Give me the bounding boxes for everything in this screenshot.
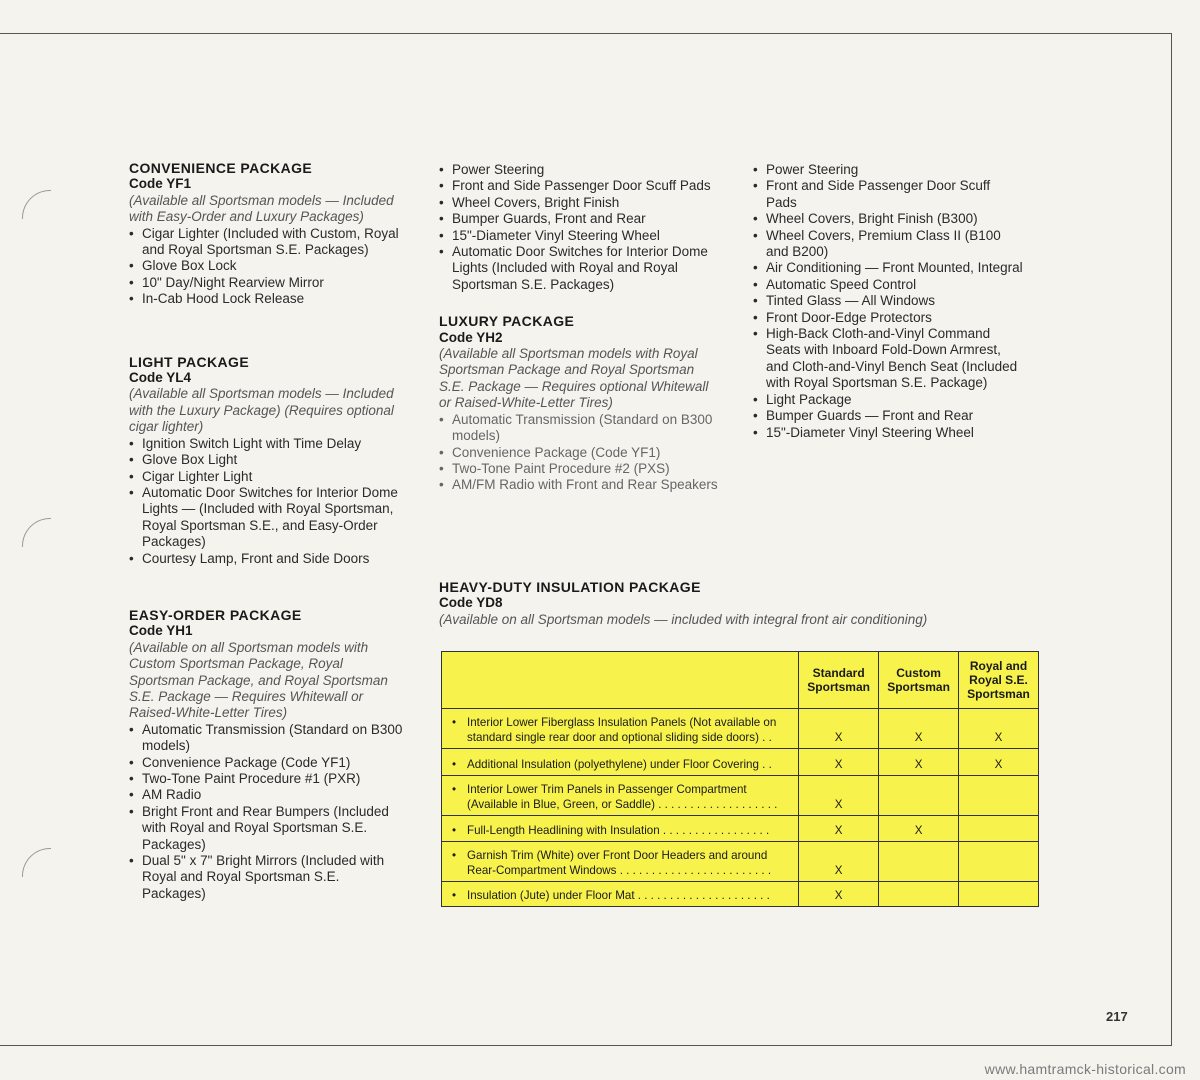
table-cell: X: [959, 709, 1039, 749]
package-code: Code YD8: [439, 595, 503, 611]
row-description: • Additional Insulation (polyethylene) under Floor Covering . .: [442, 749, 799, 776]
table-cell: X: [879, 709, 959, 749]
list-item: • Power Steering: [439, 162, 719, 178]
column-right: [753, 162, 1023, 441]
list-item: • AM Radio: [129, 787, 404, 803]
easy-order-package: [129, 607, 404, 902]
list-item: • Automatic Door Switches for Interior Dome Lights (Included with Royal and Royal Sportsman S.E. Packages): [439, 244, 719, 293]
list-item: • Front and Side Passenger Door Scuff Pads: [439, 178, 719, 194]
list-item: • Power Steering: [753, 162, 1023, 178]
availability-note: (Available on all Sportsman models — included with integral front air conditioning): [439, 611, 928, 627]
package-code: Code YH2: [439, 329, 503, 345]
table-cell: [959, 816, 1039, 842]
insulation-table: [441, 651, 1039, 907]
list-item: • Cigar Lighter (Included with Custom, Royal and Royal Sportsman S.E. Packages): [129, 226, 404, 259]
list-item: • Courtesy Lamp, Front and Side Doors: [129, 551, 404, 567]
list-item: • Bumper Guards — Front and Rear: [753, 408, 1023, 424]
section-title: HEAVY-DUTY INSULATION PACKAGE: [439, 579, 701, 595]
list-item: • Glove Box Lock: [129, 258, 404, 274]
table-cell: X: [799, 842, 879, 882]
column-middle: [439, 162, 719, 494]
list-item: • 15"-Diameter Vinyl Steering Wheel: [439, 228, 719, 244]
availability-note: (Available all Sportsman models with Royal Sportsman Package and Royal Sportsman S.E. Package — Requires optional Whitewall or Raised-White-Letter Tires): [439, 346, 709, 411]
table-row: [442, 749, 1039, 776]
table-row: [442, 882, 1039, 907]
feature-list: [439, 412, 719, 494]
page-border-bottom: [0, 1045, 1172, 1046]
table-cell: [879, 776, 959, 816]
table-cell: X: [799, 749, 879, 776]
list-item: • 15"-Diameter Vinyl Steering Wheel: [753, 425, 1023, 441]
table-cell: [879, 842, 959, 882]
list-item: • Automatic Transmission (Standard on B300 models): [129, 722, 404, 755]
page-border-top: [0, 33, 1172, 34]
luxury-package: [439, 313, 719, 493]
table-cell: X: [959, 749, 1039, 776]
list-item: • Light Package: [753, 392, 1023, 408]
table-row: [442, 842, 1039, 882]
list-item: • Dual 5" x 7" Bright Mirrors (Included with Royal and Royal Sportsman S.E. Packages): [129, 853, 404, 902]
list-item: • Wheel Covers, Premium Class II (B100 and B200): [753, 228, 1023, 261]
row-description: • Garnish Trim (White) over Front Door Headers and around Rear-Compartment Windows . . . . . . . . . . . . . . . . . . . . . . . .: [442, 842, 799, 882]
list-item: • Two-Tone Paint Procedure #1 (PXR): [129, 771, 404, 787]
page-number: 217: [1106, 1009, 1128, 1024]
section-title: EASY-ORDER PACKAGE: [129, 606, 302, 623]
binder-hole: [22, 848, 51, 877]
watermark-url: www.hamtramck-historical.com: [984, 1061, 1186, 1077]
list-item: • Air Conditioning — Front Mounted, Integral: [753, 260, 1023, 276]
list-item: • Bright Front and Rear Bumpers (Included with Royal and Royal Sportsman S.E. Packages): [129, 804, 404, 853]
binder-hole: [22, 518, 51, 547]
package-code: Code YF1: [129, 176, 192, 192]
list-item: • Cigar Lighter Light: [129, 469, 404, 485]
feature-list: [129, 436, 404, 567]
table-cell: [959, 776, 1039, 816]
list-item: • High-Back Cloth-and-Vinyl Command Seats with Inboard Fold-Down Armrest, and Cloth-and-Vinyl Bench Seat (Included with Royal Sportsman S.E. Package): [753, 326, 1023, 392]
list-item: • Glove Box Light: [129, 452, 404, 468]
list-item: • Automatic Transmission (Standard on B300 models): [439, 412, 719, 445]
page-border-right: [1171, 33, 1172, 1045]
row-description: • Interior Lower Fiberglass Insulation Panels (Not available on standard single rear door and optional sliding side doors) . .: [442, 709, 799, 749]
package-code: Code YL4: [129, 370, 192, 386]
list-item: • Ignition Switch Light with Time Delay: [129, 436, 404, 452]
availability-note: (Available all Sportsman models — Included with Easy-Order and Luxury Packages): [129, 192, 394, 225]
binder-hole: [22, 190, 51, 219]
feature-list: [129, 722, 404, 902]
table-cell: X: [799, 882, 879, 907]
table-row: [442, 709, 1039, 749]
table-cell: [959, 882, 1039, 907]
row-description: • Insulation (Jute) under Floor Mat . . . . . . . . . . . . . . . . . . . . .: [442, 882, 799, 907]
table-cell: X: [879, 749, 959, 776]
table-header-blank: [442, 652, 799, 709]
availability-note: (Available on all Sportsman models with Custom Sportsman Package, Royal Sportsman Package, and Royal Sportsman S.E. Package — Requires Whitewall or Raised-White-Letter Tires): [129, 639, 388, 721]
luxury-continued-list: [753, 162, 1023, 441]
table-cell: X: [879, 816, 959, 842]
availability-note: (Available all Sportsman models — Included with the Luxury Package) (Requires optional cigar lighter): [129, 386, 394, 435]
list-item: • Bumper Guards, Front and Rear: [439, 211, 719, 227]
column-left: [129, 160, 404, 902]
heavy-duty-insulation-package: [439, 579, 1139, 628]
list-item: • Automatic Speed Control: [753, 277, 1023, 293]
list-item: • Front Door-Edge Protectors: [753, 310, 1023, 326]
easy-order-continued-list: [439, 162, 719, 293]
table-cell: X: [799, 816, 879, 842]
section-title: LUXURY PACKAGE: [439, 313, 575, 330]
light-package: [129, 354, 404, 567]
list-item: • Wheel Covers, Bright Finish (B300): [753, 211, 1023, 227]
column-header: Custom Sportsman: [879, 652, 959, 709]
table-row: [442, 816, 1039, 842]
feature-list: [129, 226, 404, 308]
column-header: Standard Sportsman: [799, 652, 879, 709]
table-header-row: [442, 652, 1039, 709]
table-cell: X: [799, 709, 879, 749]
section-title: CONVENIENCE PACKAGE: [129, 160, 313, 176]
package-code: Code YH1: [129, 623, 193, 639]
row-description: • Full-Length Headlining with Insulation . . . . . . . . . . . . . . . . .: [442, 816, 799, 842]
table-cell: [879, 882, 959, 907]
table-cell: [959, 842, 1039, 882]
convenience-package: [129, 160, 404, 308]
list-item: • In-Cab Hood Lock Release: [129, 291, 404, 307]
list-item: • Convenience Package (Code YF1): [439, 445, 719, 461]
list-item: • Front and Side Passenger Door Scuff Pads: [753, 178, 1023, 211]
list-item: • 10" Day/Night Rearview Mirror: [129, 275, 404, 291]
list-item: • Two-Tone Paint Procedure #2 (PXS): [439, 461, 719, 477]
list-item: • Convenience Package (Code YF1): [129, 755, 404, 771]
table-cell: X: [799, 776, 879, 816]
section-title: LIGHT PACKAGE: [129, 353, 250, 370]
list-item: • Wheel Covers, Bright Finish: [439, 195, 719, 211]
list-item: • Tinted Glass — All Windows: [753, 293, 1023, 309]
table-row: [442, 776, 1039, 816]
column-header: Royal and Royal S.E. Sportsman: [959, 652, 1039, 709]
list-item: • Automatic Door Switches for Interior Dome Lights — (Included with Royal Sportsman, Royal Sportsman S.E., and Easy-Order Packages): [129, 485, 404, 551]
row-description: • Interior Lower Trim Panels in Passenger Compartment (Available in Blue, Green, or Saddle) . . . . . . . . . . . . . . . . . . .: [442, 776, 799, 816]
list-item: • AM/FM Radio with Front and Rear Speakers: [439, 477, 719, 493]
